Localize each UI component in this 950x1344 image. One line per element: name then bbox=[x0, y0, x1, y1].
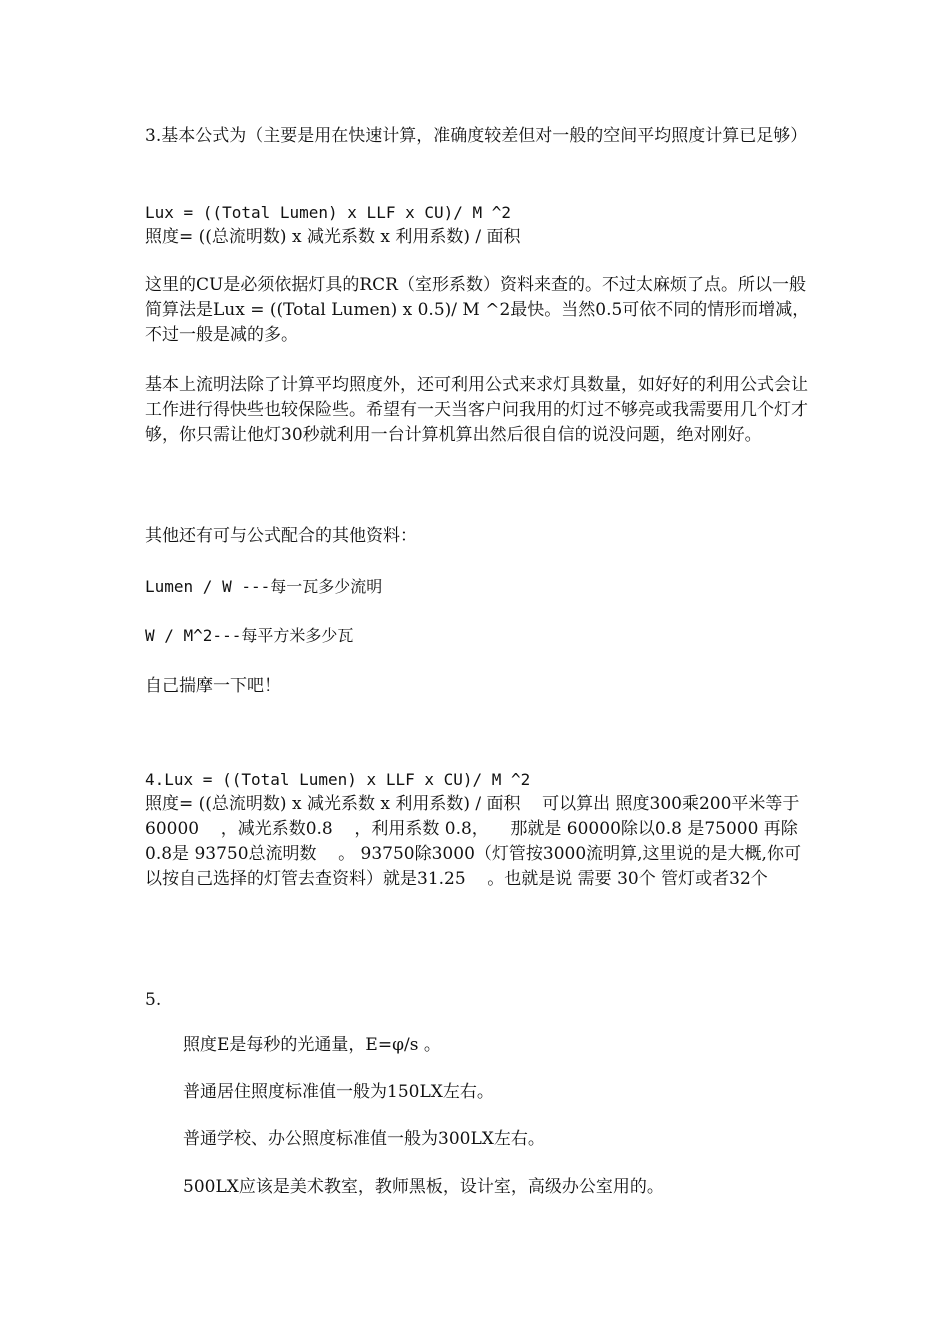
section3-intro: 3.基本公式为（主要是用在快速计算，准确度较差但对一般的空间平均照度计算已足够） bbox=[145, 126, 808, 146]
section3-cu-note: 这里的CU是必须依据灯具的RCR（室形系数）资料来查的。不过太麻烦了点。所以一般简算法是Lux = ((Total Lumen) x 0.5)/ M ^2最快。当然0.5可依不同的情形而增减，不过一般是减的多。 bbox=[145, 275, 810, 345]
section3-ponder: 自己揣摩一下吧！ bbox=[145, 676, 281, 696]
section5-lx500: 500LX应该是美术教室，教师黑板，设计室，高级办公室用的。 bbox=[183, 1177, 664, 1197]
section5-residential: 普通居住照度标准值一般为150LX左右。 bbox=[183, 1082, 494, 1102]
section4-example: 照度= ((总流明数) x 减光系数 x 利用系数) / 面积 可以算出 照度300乘200平米等于60000 ，减光系数0.8 ，利用系数 0.8， 那就是 60000除以0.8 是75000 再除0.8是 93750总流明数 。 93750除3000（灯管按3000流明算,这里说的是大概,你可以按自己选择的灯管去查资料）就是31.25 。也就是说 需要 30个 管灯或者32个 bbox=[145, 794, 801, 889]
section5-number: 5. bbox=[145, 990, 162, 1010]
section3-watt-per-m2: W / M^2---每平方米多少瓦 bbox=[145, 626, 354, 645]
section3-formula-cn: 照度= ((总流明数) x 减光系数 x 利用系数) / 面积 bbox=[145, 227, 521, 247]
section5-school-office: 普通学校、办公照度标准值一般为300LX左右。 bbox=[183, 1129, 545, 1149]
section3-formula-en: Lux = ((Total Lumen) x LLF x CU)/ M ^2 bbox=[145, 203, 512, 222]
section3-other-data-title: 其他还有可与公式配合的其他资料： bbox=[145, 526, 417, 546]
section5-definition: 照度E是每秒的光通量，E=φ/s 。 bbox=[183, 1035, 441, 1055]
section3-lumen-per-watt: Lumen / W ---每一瓦多少流明 bbox=[145, 577, 383, 596]
section4-formula-en: 4.Lux = ((Total Lumen) x LLF x CU)/ M ^2 bbox=[145, 770, 531, 789]
section3-lumen-method: 基本上流明法除了计算平均照度外，还可利用公式来求灯具数量，如好好的利用公式会让工作进行得快些也较保险些。希望有一天当客户问我用的灯过不够亮或我需要用几个灯才够，你只需让他灯30秒就利用一台计算机算出然后很自信的说没问题，绝对刚好。 bbox=[145, 375, 808, 445]
